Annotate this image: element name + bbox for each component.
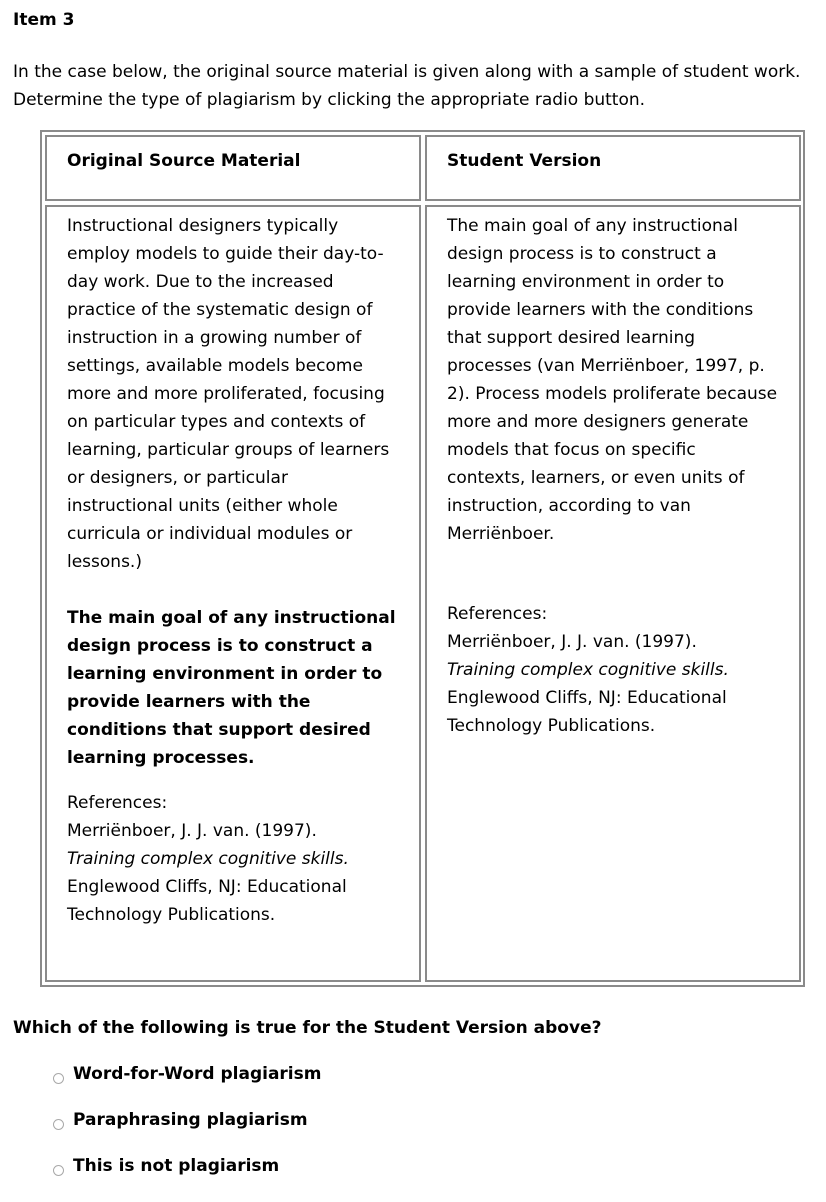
student-version-header: Student Version	[425, 135, 801, 201]
original-source-header: Original Source Material	[45, 135, 421, 201]
question-text: Which of the following is true for the Student Version above?	[13, 1018, 602, 1038]
item-title: Item 3	[13, 10, 75, 30]
original-reference-publisher: Englewood Cliffs, NJ: Educational Technology Publications.	[67, 877, 347, 925]
student-reference-author: Merriënboer, J. J. van. (1997).	[447, 632, 697, 652]
radio-button-icon[interactable]	[53, 1073, 64, 1084]
option-label[interactable]: This is not plagiarism	[73, 1156, 280, 1176]
student-version-cell	[425, 205, 801, 982]
option-word-for-word[interactable]	[53, 1062, 321, 1086]
case-comparison-table	[40, 130, 805, 987]
original-reference-author: Merriënboer, J. J. van. (1997).	[67, 821, 317, 841]
student-references-label: References:	[447, 604, 548, 624]
student-version-paragraph: The main goal of any instructional design process is to construct a learning environment in order to provide learners with the conditions that support desired learning processes (van Merriënboer, 1997, p. 2). Process models proliferate because more and more designers generate models that focus on specific contexts, learners, or even units of instruction, according to van Merriënboer.	[447, 216, 778, 544]
original-source-cell	[45, 205, 421, 982]
option-not-plagiarism[interactable]	[53, 1154, 321, 1178]
option-label[interactable]: Word-for-Word plagiarism	[73, 1064, 322, 1084]
radio-button-icon[interactable]	[53, 1165, 64, 1176]
radio-button-icon[interactable]	[53, 1119, 64, 1130]
original-source-paragraph: Instructional designers typically employ models to guide their day-to-day work. Due to the increased practice of the systematic design of instruction in a growing number of settings, available models become more and more proliferated, focusing on particular types and contexts of learning, particular groups of learners or designers, or particular instructional units (either whole curricula or individual modules or lessons.)	[67, 216, 390, 572]
option-label[interactable]: Paraphrasing plagiarism	[73, 1110, 308, 1130]
option-paraphrasing[interactable]	[53, 1108, 321, 1132]
original-reference-title: Training complex cognitive skills.	[67, 849, 349, 869]
instructions-text: In the case below, the original source material is given along with a sample of student work. Determine the type of plagiarism by clicking the appropriate radio button.	[13, 62, 801, 110]
student-reference-publisher: Englewood Cliffs, NJ: Educational Technology Publications.	[447, 688, 727, 736]
student-reference-title: Training complex cognitive skills.	[447, 660, 729, 680]
original-references-label: References:	[67, 793, 168, 813]
original-source-highlighted-passage: The main goal of any instructional design process is to construct a learning environment in order to provide learners with the conditions that support desired learning processes.	[67, 608, 396, 768]
answer-options	[53, 1062, 321, 1200]
